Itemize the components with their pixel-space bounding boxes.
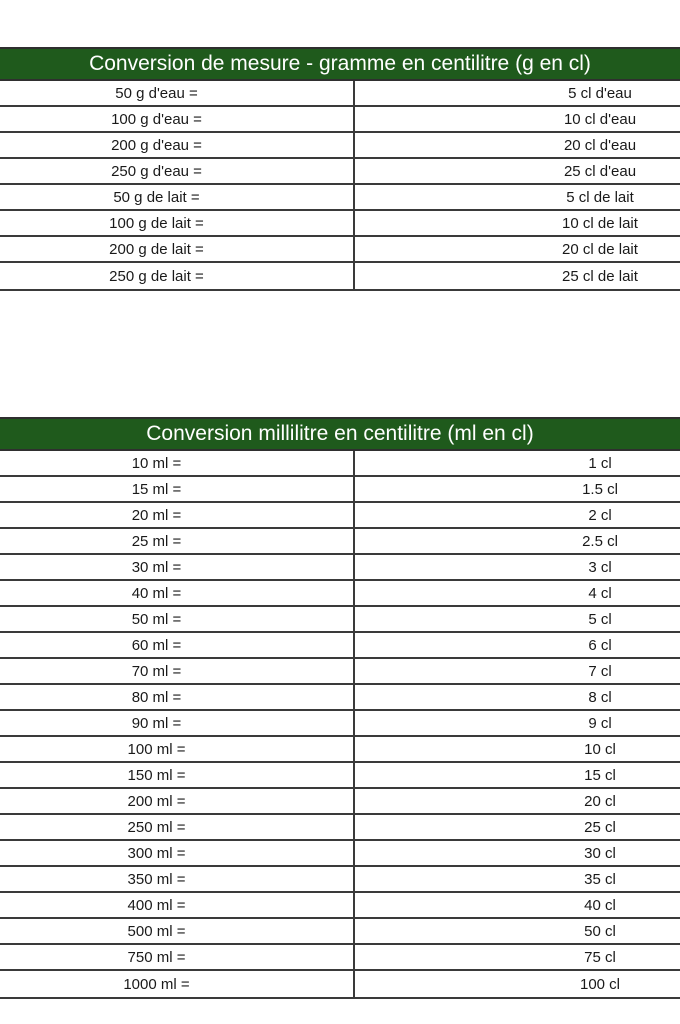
source-quantity-cell: 30 ml = <box>0 555 355 579</box>
source-quantity-cell: 90 ml = <box>0 711 355 735</box>
source-quantity-cell: 100 g d'eau = <box>0 107 355 131</box>
table-row <box>0 263 680 289</box>
converted-quantity-cell: 2.5 cl <box>582 532 618 550</box>
table-row <box>0 133 680 159</box>
table-row <box>0 919 680 945</box>
converted-quantity-cell: 6 cl <box>588 636 612 654</box>
source-quantity-cell: 200 g d'eau = <box>0 133 355 157</box>
converted-quantity-cell: 1 cl <box>588 454 612 472</box>
table-row <box>0 555 680 581</box>
table-row <box>0 971 680 997</box>
table-row <box>0 685 680 711</box>
converted-quantity-cell: 30 cl <box>584 844 616 862</box>
table-body <box>0 451 680 999</box>
source-quantity-cell: 500 ml = <box>0 919 355 943</box>
converted-quantity-cell: 20 cl d'eau <box>563 136 637 154</box>
source-quantity-cell: 750 ml = <box>0 945 355 969</box>
source-quantity-cell: 40 ml = <box>0 581 355 605</box>
source-quantity-cell: 10 ml = <box>0 451 355 475</box>
converted-quantity-cell: 5 cl de lait <box>566 188 634 206</box>
converted-quantity-cell: 1.5 cl <box>582 480 618 498</box>
table-row <box>0 237 680 263</box>
table-body <box>0 81 680 291</box>
table-row <box>0 737 680 763</box>
millilitre-to-centilitre-table <box>0 417 680 999</box>
converted-quantity-cell: 7 cl <box>588 662 612 680</box>
converted-quantity-cell: 20 cl <box>584 792 616 810</box>
gram-to-centilitre-table <box>0 47 680 291</box>
converted-quantity-cell: 10 cl <box>584 740 616 758</box>
converted-quantity-cell: 10 cl de lait <box>562 214 638 232</box>
table-title: Conversion de mesure - gramme en centilitre (g en cl) <box>0 47 680 81</box>
table-row <box>0 841 680 867</box>
table-row <box>0 633 680 659</box>
table-row <box>0 159 680 185</box>
table-row <box>0 659 680 685</box>
source-quantity-cell: 60 ml = <box>0 633 355 657</box>
table-row <box>0 711 680 737</box>
table-row <box>0 763 680 789</box>
converted-quantity-cell: 15 cl <box>584 766 616 784</box>
source-quantity-cell: 200 g de lait = <box>0 237 355 261</box>
table-title: Conversion millilitre en centilitre (ml en cl) <box>0 417 680 451</box>
converted-quantity-cell: 75 cl <box>584 948 616 966</box>
converted-quantity-cell: 100 cl <box>579 975 621 993</box>
table-row <box>0 529 680 555</box>
converted-quantity-cell: 35 cl <box>584 870 616 888</box>
converted-quantity-cell: 40 cl <box>584 896 616 914</box>
source-quantity-cell: 150 ml = <box>0 763 355 787</box>
source-quantity-cell: 1000 ml = <box>0 971 355 997</box>
table-row <box>0 867 680 893</box>
table-row <box>0 503 680 529</box>
converted-quantity-cell: 25 cl <box>584 818 616 836</box>
source-quantity-cell: 50 g de lait = <box>0 185 355 209</box>
converted-quantity-cell: 20 cl de lait <box>562 240 638 258</box>
table-row <box>0 607 680 633</box>
converted-quantity-cell: 10 cl d'eau <box>563 110 637 128</box>
source-quantity-cell: 80 ml = <box>0 685 355 709</box>
source-quantity-cell: 350 ml = <box>0 867 355 891</box>
source-quantity-cell: 250 ml = <box>0 815 355 839</box>
table-row <box>0 581 680 607</box>
converted-quantity-cell: 5 cl d'eau <box>568 84 632 102</box>
source-quantity-cell: 400 ml = <box>0 893 355 917</box>
source-quantity-cell: 20 ml = <box>0 503 355 527</box>
converted-quantity-cell: 8 cl <box>588 688 612 706</box>
table-row <box>0 185 680 211</box>
table-row <box>0 945 680 971</box>
source-quantity-cell: 200 ml = <box>0 789 355 813</box>
table-row <box>0 107 680 133</box>
converted-quantity-cell: 2 cl <box>588 506 612 524</box>
converted-quantity-cell: 50 cl <box>584 922 616 940</box>
source-quantity-cell: 250 g de lait = <box>0 263 355 289</box>
table-row <box>0 477 680 503</box>
converted-quantity-cell: 5 cl <box>588 610 612 628</box>
source-quantity-cell: 250 g d'eau = <box>0 159 355 183</box>
table-row <box>0 789 680 815</box>
source-quantity-cell: 300 ml = <box>0 841 355 865</box>
source-quantity-cell: 50 ml = <box>0 607 355 631</box>
source-quantity-cell: 100 ml = <box>0 737 355 761</box>
converted-quantity-cell: 25 cl d'eau <box>563 162 637 180</box>
source-quantity-cell: 100 g de lait = <box>0 211 355 235</box>
table-row <box>0 451 680 477</box>
converted-quantity-cell: 25 cl de lait <box>562 267 638 285</box>
table-row <box>0 211 680 237</box>
source-quantity-cell: 50 g d'eau = <box>0 81 355 105</box>
source-quantity-cell: 70 ml = <box>0 659 355 683</box>
converted-quantity-cell: 4 cl <box>588 584 612 602</box>
converted-quantity-cell: 9 cl <box>588 714 612 732</box>
table-row <box>0 815 680 841</box>
table-row <box>0 893 680 919</box>
source-quantity-cell: 25 ml = <box>0 529 355 553</box>
source-quantity-cell: 15 ml = <box>0 477 355 501</box>
table-row <box>0 81 680 107</box>
converted-quantity-cell: 3 cl <box>588 558 612 576</box>
